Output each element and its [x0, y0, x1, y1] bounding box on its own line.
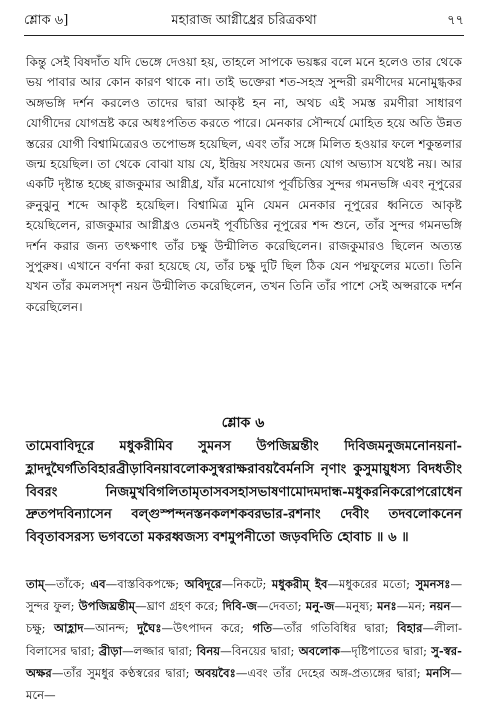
- gloss-meaning: মনুষ্য: [345, 599, 370, 614]
- gloss-meaning: বাস্তবিকপক্ষে: [117, 577, 176, 591]
- gloss-word: মনু-জ: [305, 599, 335, 614]
- verse-reference: শ্লোক ৬]: [24, 13, 69, 28]
- gloss-meaning: লীলা-বিলাসের দ্বারা: [26, 621, 463, 658]
- gloss-word: মধুকরীম্ ইব: [271, 577, 328, 591]
- gloss-word: বিনয়: [196, 643, 221, 658]
- gloss-meaning: দেবতা: [268, 599, 298, 614]
- gloss-word: এব: [90, 577, 106, 591]
- page-header: [24, 10, 464, 32]
- gloss-meaning: মধুকরের মতো: [339, 577, 407, 591]
- chapter-title: মহারাজ আগ্নীধ্রের চরিত্রকথা: [171, 13, 317, 28]
- gloss-entry: মধুকরীম্ ইব—মধুকরের মতো;: [271, 577, 416, 591]
- gloss-meaning: মনে: [26, 688, 45, 703]
- verse-heading: শ্লোক ৬: [221, 415, 265, 431]
- gloss-word: বিহার: [396, 621, 423, 636]
- gloss-meaning: তাঁর গতিবিধির দ্বারা: [283, 621, 385, 636]
- gloss-word: গতি: [252, 621, 273, 636]
- gloss-entry: বিনয়—বিনয়ের দ্বারা;: [196, 643, 299, 658]
- sanskrit-verse: তামেবাবিদূরে মধুকরীমিব সুমনস উপজিঘ্রন্তীং দিবিজমনুজমনোনয়না-হ্লাদদুঘৈর্গতিবিহারব্রীড়াবিনয়াবলোকসুস্বরাক্ষরাবয়বৈর্মনসি নৃণাং কুসুমায়ুধস্য বিদধতীং বিবরং নিজমুখবিগলিতামৃতাসবসহাসভাষণামোদমদান্ধ-মধুকরনিকরোপরোধেন দ্রুতপদবিন্যাসেন বল্গুস্পন্দনস্তনকলশকবরভার-রশনাং দেবীং তদবলোকনেন বিবৃতাবসরস্য ভগবতো মকরধ্বজস্য বশমুপনীতো জড়বদিতি হোবাচ ॥ ৬ ॥: [26, 439, 462, 546]
- gloss-meaning: এবং তাঁর দেহের অঙ্গ-প্রত্যঙ্গের দ্বারা: [247, 665, 417, 680]
- gloss-word: আহ্লাদ: [54, 621, 84, 636]
- gloss-word: উপজিঘ্রন্তীম্: [78, 599, 136, 614]
- gloss-entry: সু-স্বর-অক্ষর—তাঁর সুমধুর কণ্ঠস্বরের দ্বারা;: [26, 643, 462, 680]
- gloss-meaning: চক্ষু: [26, 621, 42, 636]
- gloss-word: মনঃ: [377, 599, 397, 614]
- gloss-entry: সুমনসঃ—সুন্দর ফুল;: [26, 577, 463, 614]
- gloss-meaning: লজ্জার দ্বারা: [133, 643, 189, 658]
- gloss-word: দিবি-জ: [222, 599, 257, 614]
- purport-paragraph: কিন্তু সেই বিষদাঁত যদি ভেঙ্গে দেওয়া হয়, তাহলে সাপকে ভয়ঙ্কর বলে মনে হলেও তার থেকে ভয় পাবার আর কোন কারণ থাকে না। তাই ভক্তেরা শত-সহস্র সুন্দরী রমণীদের মনোমুগ্ধকর অঙ্গভঙ্গি দর্শন করলেও তাদের দ্বারা আকৃষ্ট হন না, অথচ এই সমস্ত রমণীরা সাধারণ যোগীদের যোগভ্রষ্ট করে অধঃপতিত করতে পারে। মেনকার সৌন্দর্যে মোহিত হয়ে অতি উন্নত স্তরের যোগী বিশ্বামিত্রেরও তপোভঙ্গ হয়েছিল, এবং তাঁর সঙ্গে মিলিত হওয়ার ফলে শকুন্তলার জন্ম হয়েছিল। তা থেকে বোঝা যায় যে, ইন্দ্রিয় সংযমের জন্য যোগ অভ্যাস যথেষ্ট নয়। আর একটি দৃষ্টান্ত হচ্ছে রাজকুমার আগ্নীধ্র, যাঁর মনোযোগ পূর্বচিত্তির সুন্দর গমনভঙ্গি এবং নূপুরের রুনুঝুনু শব্দে আকৃষ্ট হয়েছিল। বিশ্বামিত্র মুনি যেমন মেনকার নূপুরের ধ্বনিতে আকৃষ্ট হয়েছিলেন, রাজকুমার আগ্নীধ্রও তেমনই পূর্বচিত্তির নূপুরের শব্দ শুনে, তাঁর সুন্দর গমনভঙ্গি দর্শন করার জন্য তৎক্ষণাৎ তাঁর চক্ষু উন্মীলিত করেছিলেন। রাজকুমারও ছিলেন অত্যন্ত সুপুরুষ। এখানে বর্ণনা করা হয়েছে যে, তাঁর চক্ষু দুটি ছিল ঠিক যেন পদ্মফুলের মতো। তিনি যখন তাঁর কমলসদৃশ নয়ন উন্মীলিত করেছিলেন, তখন তিনি তাঁর পাশে সেই অপ্সরাকে দর্শন করেছিলেন।: [26, 55, 462, 314]
- gloss-meaning: উৎপাদন করে: [173, 621, 241, 636]
- header-divider: [24, 35, 464, 36]
- gloss-word: অবিদূরে: [184, 577, 222, 591]
- gloss-entry: তাম্—তাঁকে;: [26, 577, 91, 591]
- gloss-meaning: ঘ্রাণ গ্রহণ করে: [146, 599, 215, 614]
- gloss-meaning: সুন্দর ফুল: [26, 599, 71, 614]
- gloss-entry: মনঃ—মন;: [377, 599, 430, 614]
- gloss-entry: মনসি—মনে—: [26, 665, 463, 703]
- gloss-entry: অবিদূরে—নিকটে;: [184, 577, 272, 591]
- page-number: ৭৭: [447, 13, 464, 28]
- gloss-meaning: দৃষ্টিপাতের দ্বারা: [351, 643, 424, 658]
- gloss-entry: দিবি-জ—দেবতা;: [222, 599, 306, 614]
- gloss-word: নয়ন: [429, 599, 451, 614]
- gloss-word: দুঘৈঃ: [137, 621, 162, 636]
- gloss-meaning: আনন্দ: [95, 621, 125, 636]
- gloss-word: অবয়বৈঃ: [194, 665, 236, 680]
- gloss-meaning: নিকটে: [233, 577, 263, 591]
- gloss-word: অবলোক: [298, 643, 340, 658]
- gloss-meaning: বিনয়ের দ্বারা: [231, 643, 291, 658]
- gloss-word: সু-স্বর-অক্ষর: [26, 643, 462, 680]
- gloss-word: তাম্: [26, 577, 45, 591]
- gloss-entry: অবলোক—দৃষ্টিপাতের দ্বারা;: [298, 643, 432, 658]
- word-for-word-synonyms: [26, 573, 462, 706]
- gloss-meaning: তাঁর সুমধুর কণ্ঠস্বরের দ্বারা: [63, 665, 186, 680]
- gloss-word: মনসি: [426, 665, 451, 680]
- gloss-entry: গতি—তাঁর গতিবিধির দ্বারা;: [252, 621, 397, 636]
- gloss-meaning: মন: [408, 599, 422, 614]
- gloss-meaning: তাঁকে: [56, 577, 81, 591]
- gloss-entry: মনু-জ—মনুষ্য;: [305, 599, 378, 614]
- gloss-entry: অবয়বৈঃ—এবং তাঁর দেহের অঙ্গ-প্রত্যঙ্গের দ্বারা;: [194, 665, 427, 680]
- gloss-entry: নয়ন—চক্ষু;: [26, 599, 462, 636]
- gloss-entry: এব—বাস্তবিকপক্ষে;: [90, 577, 185, 591]
- gloss-entry: উপজিঘ্রন্তীম্—ঘ্রাণ গ্রহণ করে;: [78, 599, 223, 614]
- gloss-entry: ব্রীড়া—লজ্জার দ্বারা;: [98, 643, 197, 658]
- gloss-word: ব্রীড়া: [98, 643, 123, 658]
- gloss-entry: আহ্লাদ—আনন্দ;: [54, 621, 138, 636]
- gloss-word: সুমনসঃ: [415, 577, 451, 591]
- gloss-entry: দুঘৈঃ—উৎপাদন করে;: [137, 621, 253, 636]
- gloss-entry: বিহার—লীলা-বিলাসের দ্বারা;: [26, 621, 463, 658]
